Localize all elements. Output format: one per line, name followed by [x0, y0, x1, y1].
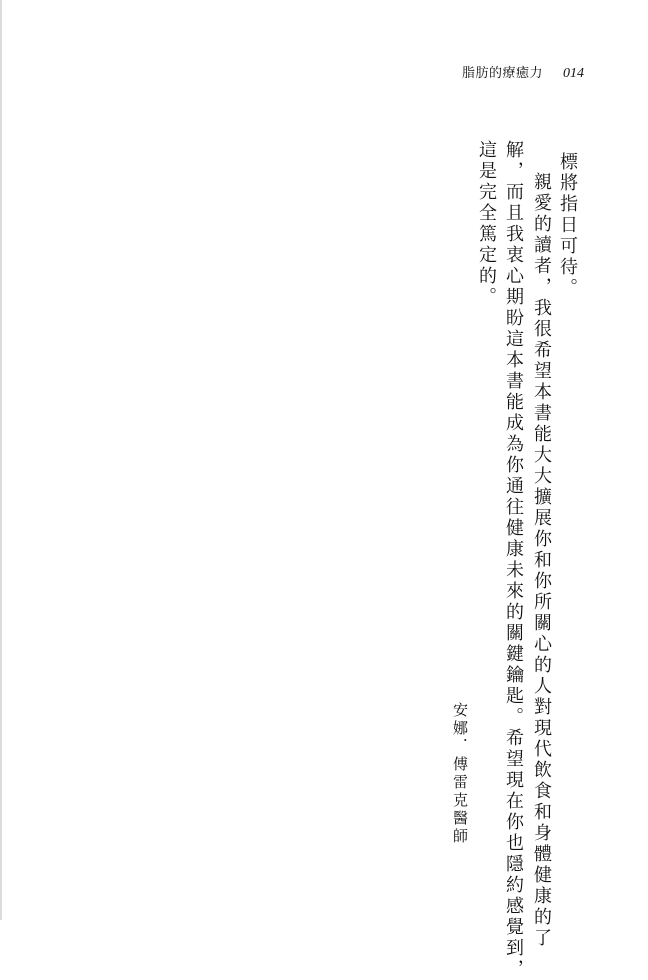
- running-title: 脂肪的療癒力: [461, 66, 543, 81]
- text-column-4: 這是完全篤定的。: [476, 140, 497, 308]
- page-number: 014: [563, 66, 584, 81]
- text-column-1: 標將指日可待。: [557, 152, 578, 299]
- page-edge: [0, 0, 2, 920]
- running-header: [462, 62, 584, 82]
- text-column-3: 解，而且我衷心期盼這本書能成為你通往健康未來的關鍵鑰匙。希望現在你也隱約感覺到，: [503, 140, 524, 980]
- author-signature: 安娜．傅雷克醫師: [451, 702, 469, 846]
- text-column-2: 親愛的讀者，我很希望本書能大大擴展你和你所關心的人對現代飲食和身體健康的了: [531, 172, 552, 949]
